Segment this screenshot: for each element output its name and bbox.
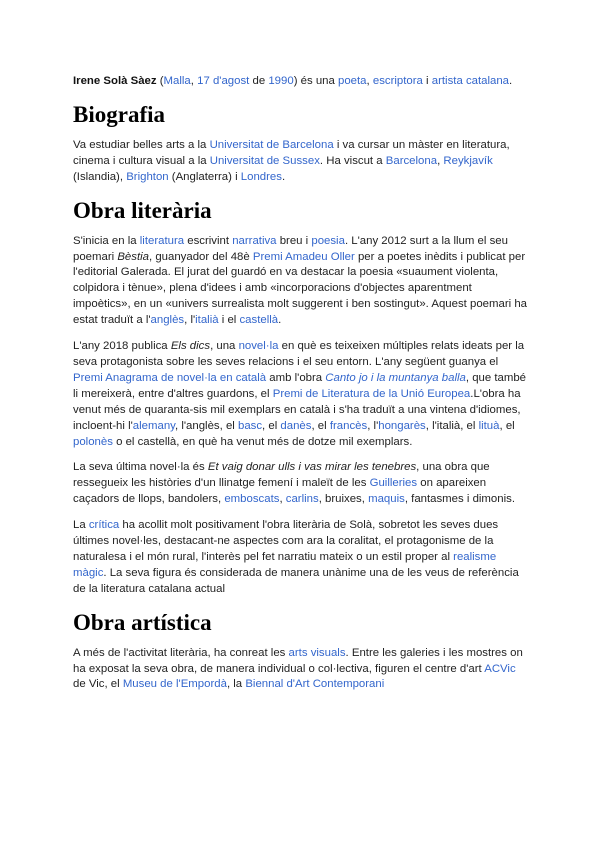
text-run: . Entre les galeries i les mostres on ha exposat la seva obra, de manera individual o col·lectiva, figuren el centre d'art bbox=[73, 646, 523, 675]
text-run: . Ha viscut a bbox=[319, 154, 386, 167]
link-polones[interactable]: polonès bbox=[73, 435, 113, 448]
text-run: (Anglaterra) i bbox=[168, 170, 241, 183]
text-run: , una obra que ressegueix les històries d'un llinatge femení i maleït de les bbox=[73, 461, 490, 490]
link-canto-jo-i-la-muntanya-balla[interactable]: Canto jo i la muntanya balla bbox=[325, 371, 466, 384]
link-poesia[interactable]: poesia bbox=[311, 234, 345, 247]
link-alemany[interactable]: alemany bbox=[132, 419, 176, 432]
link-maquis[interactable]: maquis bbox=[368, 493, 405, 506]
intro-paragraph bbox=[73, 74, 528, 90]
link-reykjavik[interactable]: Reykjavík bbox=[443, 154, 493, 167]
link-literatura[interactable]: literatura bbox=[139, 234, 185, 247]
text-run: , bbox=[279, 493, 286, 506]
text-run: de bbox=[249, 75, 269, 87]
link-londres[interactable]: Londres bbox=[240, 170, 282, 183]
text-run: , bbox=[366, 75, 373, 87]
link-arts-visuals[interactable]: arts visuals bbox=[288, 646, 346, 659]
text-run: , l'italià, el bbox=[425, 419, 479, 432]
section-paragraph bbox=[73, 518, 528, 598]
link-litua[interactable]: lituà bbox=[478, 419, 500, 432]
text-run: on apareixen caçadors de llops, bandolers, bbox=[73, 477, 487, 506]
link-guilleries[interactable]: Guilleries bbox=[369, 477, 418, 490]
text-run: , una bbox=[210, 340, 239, 353]
text-run: amb l'obra bbox=[266, 371, 326, 384]
text-run: (Islandia), bbox=[73, 170, 127, 183]
link-1990[interactable]: 1990 bbox=[268, 75, 294, 87]
text-run: La seva última novel·la és bbox=[73, 461, 208, 474]
link-italia[interactable]: italià bbox=[195, 314, 219, 327]
link-museu-de-l-emporda[interactable]: Museu de l'Empordà bbox=[122, 678, 227, 691]
link-malla[interactable]: Malla bbox=[163, 75, 191, 87]
text-run: per a poetes inèdits i publicat per l'editorial Galerada. El jurat del guardó en va destacar la poesia «suaument violenta, colpidora i tènue», plena d'idees i amb «incorporacions d'objectes aparentment impoètics», en un «univers surrealista molt suggerent i ben sostingut». Aquest poemari ha estat traduït a l' bbox=[73, 250, 527, 327]
section-paragraph bbox=[73, 339, 528, 450]
text-run: S'inicia en la bbox=[73, 234, 140, 247]
link-escriptora[interactable]: escriptora bbox=[372, 75, 423, 87]
section-heading-obra-artistica: Obra artística bbox=[73, 609, 212, 635]
text-run: i va cursar un màster en literatura, cinema i cultura visual a la bbox=[73, 138, 510, 167]
text-run: ) és una bbox=[293, 75, 339, 87]
text-run: , el bbox=[499, 419, 515, 432]
italic-title: Els dics bbox=[170, 340, 211, 353]
text-run: escrivint bbox=[184, 234, 233, 247]
italic-title: Bèstia bbox=[117, 250, 149, 263]
text-run: . bbox=[278, 314, 282, 327]
link-premi-anagrama-de-novel-la-en-catala[interactable]: Premi Anagrama de novel·la en català bbox=[73, 371, 267, 384]
bold-text: Irene Solà Sàez bbox=[73, 75, 157, 87]
link-17-d-agost[interactable]: 17 d'agost bbox=[197, 75, 250, 87]
text-run: L'any 2018 publica bbox=[73, 340, 171, 353]
link-critica[interactable]: crítica bbox=[88, 519, 120, 532]
text-run: . La seva figura és considerada de manera unànime una de les veus de referència de la literatura catalana actual bbox=[73, 566, 519, 595]
text-run: , la bbox=[226, 678, 246, 691]
text-run: o el castellà, en què ha venut més de dotze mil exemplars. bbox=[112, 435, 413, 448]
link-artista-catalana[interactable]: artista catalana bbox=[431, 75, 510, 87]
link-premi-de-literatura-de-la-unio-europea[interactable]: Premi de Literatura de la Unió Europea bbox=[272, 387, 471, 400]
text-run: i el bbox=[218, 314, 240, 327]
text-run: , l' bbox=[184, 314, 196, 327]
article-content bbox=[73, 74, 528, 703]
link-castella[interactable]: castellà bbox=[239, 314, 279, 327]
link-hongares[interactable]: hongarès bbox=[378, 419, 426, 432]
link-basc[interactable]: basc bbox=[237, 419, 263, 432]
link-universitat-de-barcelona[interactable]: Universitat de Barcelona bbox=[209, 138, 334, 151]
link-novel-la[interactable]: novel·la bbox=[238, 340, 279, 353]
link-emboscats[interactable]: emboscats bbox=[224, 493, 280, 506]
text-run: , l'anglès, el bbox=[175, 419, 238, 432]
text-run: , l' bbox=[367, 419, 379, 432]
link-carlins[interactable]: carlins bbox=[285, 493, 319, 506]
text-run: , bbox=[437, 154, 444, 167]
text-run: La bbox=[73, 519, 89, 532]
text-run: .L'obra ha venut més de quaranta-sis mil exemplars en català i s'ha traduït a una vintena d'idiomes, incloent-hi l' bbox=[73, 387, 521, 432]
link-angles[interactable]: anglès bbox=[150, 314, 185, 327]
text-run: , bbox=[190, 75, 198, 87]
link-frances[interactable]: francès bbox=[329, 419, 368, 432]
text-run: , fantasmes i dimonis. bbox=[404, 493, 515, 506]
text-run: , guanyador del 48è bbox=[149, 250, 253, 263]
link-danes[interactable]: danès bbox=[280, 419, 312, 432]
text-run: de Vic, el bbox=[73, 678, 123, 691]
text-run: , que també li mereixerà, entre d'altres guardons, el bbox=[73, 371, 527, 400]
section-paragraph bbox=[73, 234, 528, 329]
link-universitat-de-sussex[interactable]: Universitat de Sussex bbox=[209, 154, 320, 167]
text-run: ha acollit molt positivament l'obra literària de Solà, sobretot les seves dues últimes novel·les, destacant-ne aspectes com ara la coralitat, el protagonisme de la naturalesa i el món rural, l'interès pel fet narratiu mateix o un estil proper al bbox=[73, 519, 499, 563]
link-realisme-magic[interactable]: realisme màgic bbox=[73, 550, 497, 579]
section-heading-biografia: Biografia bbox=[73, 101, 165, 127]
text-run: . bbox=[281, 170, 286, 183]
section-paragraph bbox=[73, 138, 528, 186]
section-paragraph bbox=[73, 460, 528, 508]
link-barcelona[interactable]: Barcelona bbox=[385, 154, 438, 167]
text-run: i bbox=[422, 75, 432, 87]
text-run: , bruixes, bbox=[318, 493, 369, 506]
text-run: ( bbox=[156, 75, 164, 87]
text-run: en què es teixeixen múltiples relats ideats per la seva protagonista sobre les seves relacions i el seu entorn. L'any següent guanya el bbox=[73, 340, 525, 368]
text-run: A més de l'activitat literària, ha conreat les bbox=[73, 646, 289, 659]
text-run: , el bbox=[311, 419, 330, 432]
text-run: . L'any 2012 surt a la llum el seu poemari bbox=[73, 234, 508, 263]
italic-title: Et vaig donar ulls i vas mirar les tenebres bbox=[207, 461, 417, 474]
text-run: . bbox=[509, 75, 513, 87]
text-run: Va estudiar belles arts a la bbox=[73, 138, 210, 151]
section-paragraph bbox=[73, 646, 528, 694]
link-brighton[interactable]: Brighton bbox=[126, 170, 169, 183]
link-biennal-d-art-contemporani[interactable]: Biennal d'Art Contemporani bbox=[245, 678, 385, 691]
link-poeta[interactable]: poeta bbox=[338, 75, 367, 87]
text-run: breu i bbox=[276, 234, 312, 247]
text-run: , el bbox=[262, 419, 281, 432]
link-acvic[interactable]: ACVic bbox=[484, 662, 516, 675]
section-heading-obra-literaria: Obra literària bbox=[73, 197, 212, 223]
link-premi-amadeu-oller[interactable]: Premi Amadeu Oller bbox=[252, 250, 355, 263]
link-narrativa[interactable]: narrativa bbox=[232, 234, 277, 247]
